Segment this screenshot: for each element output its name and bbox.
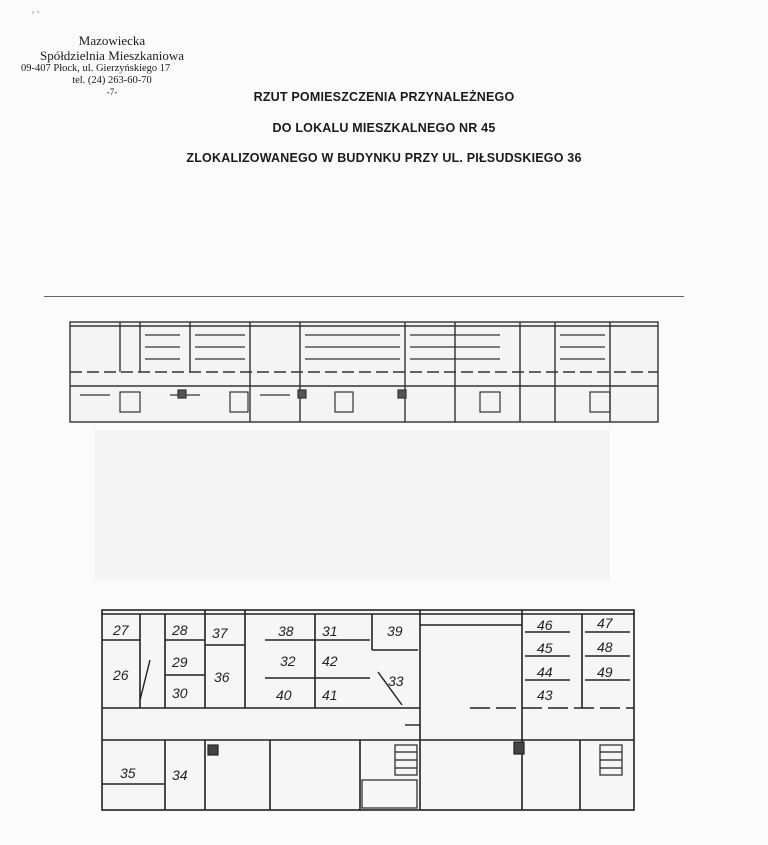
room-label-31: 31 bbox=[322, 623, 338, 639]
room-label-37: 37 bbox=[212, 625, 228, 641]
room-label-34: 34 bbox=[172, 767, 188, 783]
room-label-38: 38 bbox=[278, 623, 294, 639]
room-label-28: 28 bbox=[172, 622, 188, 638]
room-label-48: 48 bbox=[597, 639, 613, 655]
room-label-42: 42 bbox=[322, 653, 338, 669]
stamp-line-name: Mazowiecka bbox=[78, 33, 146, 48]
stamp-line-type: Spółdzielnia Mieszkaniowa bbox=[39, 47, 185, 63]
stamp-line-address: 09-407 Płock, ul. Gierzyńskiego 17 bbox=[21, 63, 171, 75]
document-title-line-1: RZUT POMIESZCZENIA PRZYNALEŻNEGO bbox=[253, 90, 515, 104]
room-label-35: 35 bbox=[120, 765, 136, 781]
room-label-39: 39 bbox=[387, 623, 403, 639]
room-label-41: 41 bbox=[322, 687, 338, 703]
room-label-47: 47 bbox=[597, 615, 613, 631]
room-label-46: 46 bbox=[537, 617, 553, 633]
stamp-line-phone: tel. (24) 263-60-70 bbox=[72, 74, 152, 86]
room-label-33: 33 bbox=[388, 673, 404, 689]
scan-speck: ‘ ’ bbox=[32, 10, 40, 21]
room-label-40: 40 bbox=[276, 687, 292, 703]
room-label-32: 32 bbox=[280, 653, 296, 669]
room-label-26: 26 bbox=[113, 667, 129, 683]
document-title-line-2: DO LOKALU MIESZKALNEGO NR 45 bbox=[272, 121, 496, 135]
room-label-45: 45 bbox=[537, 640, 553, 656]
room-label-30: 30 bbox=[172, 685, 188, 701]
room-label-29: 29 bbox=[172, 654, 188, 670]
room-label-43: 43 bbox=[537, 687, 553, 703]
room-label-36: 36 bbox=[214, 669, 230, 685]
room-label-27: 27 bbox=[113, 622, 129, 638]
document-title-line-3: ZLOKALIZOWANEGO W BUDYNKU PRZY UL. PIŁSUDSKIEGO 36 bbox=[186, 151, 582, 165]
room-label-49: 49 bbox=[597, 664, 613, 680]
stamp-line-page: -7- bbox=[106, 86, 118, 97]
room-label-44: 44 bbox=[537, 664, 553, 680]
